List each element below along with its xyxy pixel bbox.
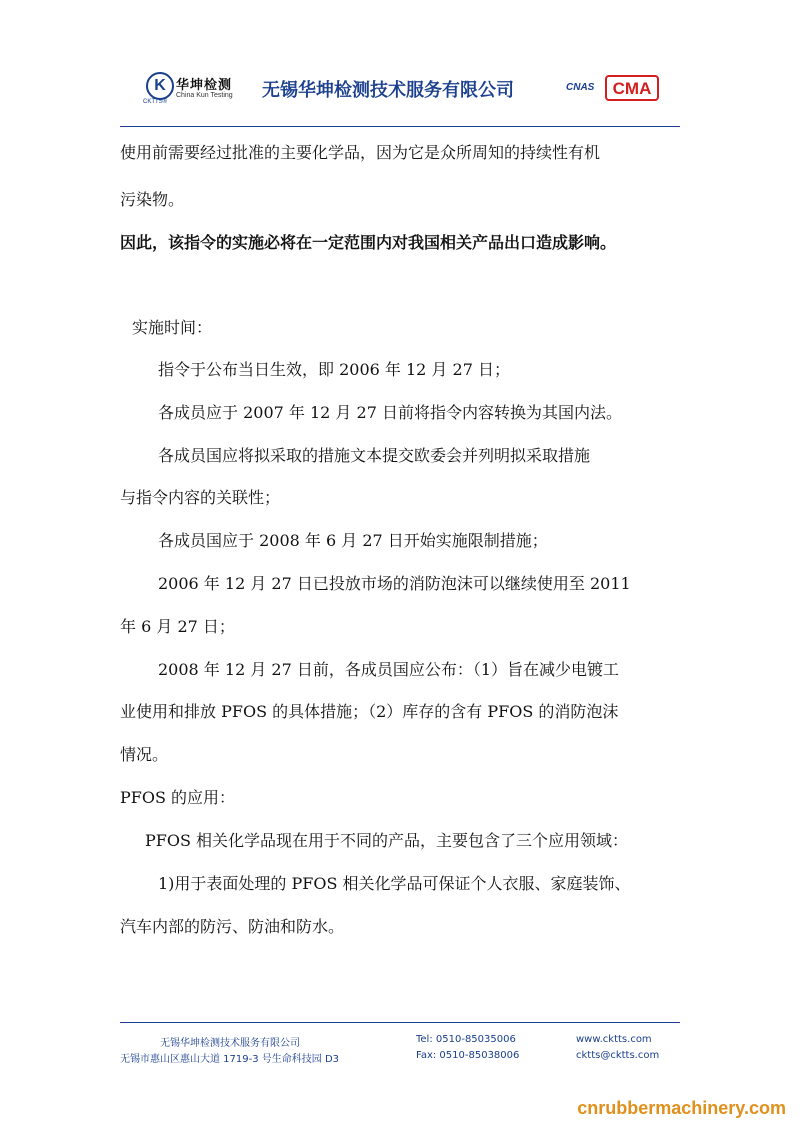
paragraph-line: 汽车内部的防污、防油和防水。 bbox=[120, 917, 345, 936]
watermark: cnrubbermachinery.com bbox=[577, 1098, 786, 1118]
section-heading: PFOS 的应用： bbox=[120, 788, 236, 807]
paragraph-line: 指令于公布当日生效，即 2006 年 12 月 27 日； bbox=[158, 360, 510, 379]
logo-english-name: China Kun Testing bbox=[176, 92, 233, 99]
paragraph-line: 各成员应于 2007 年 12 月 27 日前将指令内容转换为其国内法。 bbox=[158, 403, 622, 422]
paragraph-line: 2008 年 12 月 27 日前，各成员国应公布：（1）旨在减少电镀工 bbox=[158, 660, 620, 679]
paragraph-line: 各成员国应将拟采取的措施文本提交欧委会并列明拟采取措施 bbox=[158, 446, 591, 465]
paragraph-line: 与指令内容的关联性； bbox=[120, 488, 281, 507]
paragraph-line: 2006 年 12 月 27 日已投放市场的消防泡沫可以继续使用至 2011 bbox=[158, 574, 631, 593]
paragraph-line: 业使用和排放 PFOS 的具体措施；（2）库存的含有 PFOS 的消防泡沫 bbox=[120, 702, 619, 721]
footer-fax: Fax: 0510-85038006 bbox=[416, 1050, 520, 1061]
paragraph-line: 各成员国应于 2008 年 6 月 27 日开始实施限制措施； bbox=[158, 531, 548, 550]
paragraph-line: 年 6 月 27 日； bbox=[120, 617, 235, 636]
paragraph-line: 使用前需要经过批准的主要化学品，因为它是众所周知的持续性有机 bbox=[120, 143, 601, 162]
paragraph-line: 污染物。 bbox=[120, 190, 185, 209]
footer-tel: Tel: 0510-85035006 bbox=[416, 1034, 516, 1045]
footer-address: 无锡市惠山区惠山大道 1719-3 号生命科技园 D3 bbox=[120, 1054, 340, 1065]
paragraph-line: 1)用于表面处理的 PFOS 相关化学品可保证个人衣服、家庭装饰、 bbox=[158, 874, 631, 893]
header-company-name: 无锡华坤检测技术服务有限公司 bbox=[262, 80, 514, 101]
footer-email-link[interactable]: cktts@cktts.com bbox=[576, 1050, 660, 1061]
paragraph-line: PFOS 相关化学品现在用于不同的产品，主要包含了三个应用领域： bbox=[145, 831, 629, 850]
cma-text: CMA bbox=[612, 79, 652, 98]
paragraph-line: 情况。 bbox=[120, 745, 169, 764]
logo-abbreviation: CKTTS® bbox=[143, 99, 168, 105]
section-heading: 实施时间： bbox=[132, 318, 213, 337]
footer-website-link[interactable]: www.cktts.com bbox=[576, 1034, 652, 1045]
paragraph-line-bold: 因此，该指令的实施必将在一定范围内对我国相关产品出口造成影响。 bbox=[120, 233, 617, 252]
footer-company-name: 无锡华坤检测技术服务有限公司 bbox=[160, 1038, 300, 1049]
header-divider bbox=[120, 126, 680, 127]
cma-logo-icon bbox=[605, 75, 659, 101]
company-logo-icon: K bbox=[146, 72, 174, 100]
footer-divider bbox=[120, 1022, 680, 1023]
cnas-logo-icon: CNAS bbox=[566, 82, 595, 93]
logo-chinese-name: 华坤检测 bbox=[176, 78, 233, 93]
